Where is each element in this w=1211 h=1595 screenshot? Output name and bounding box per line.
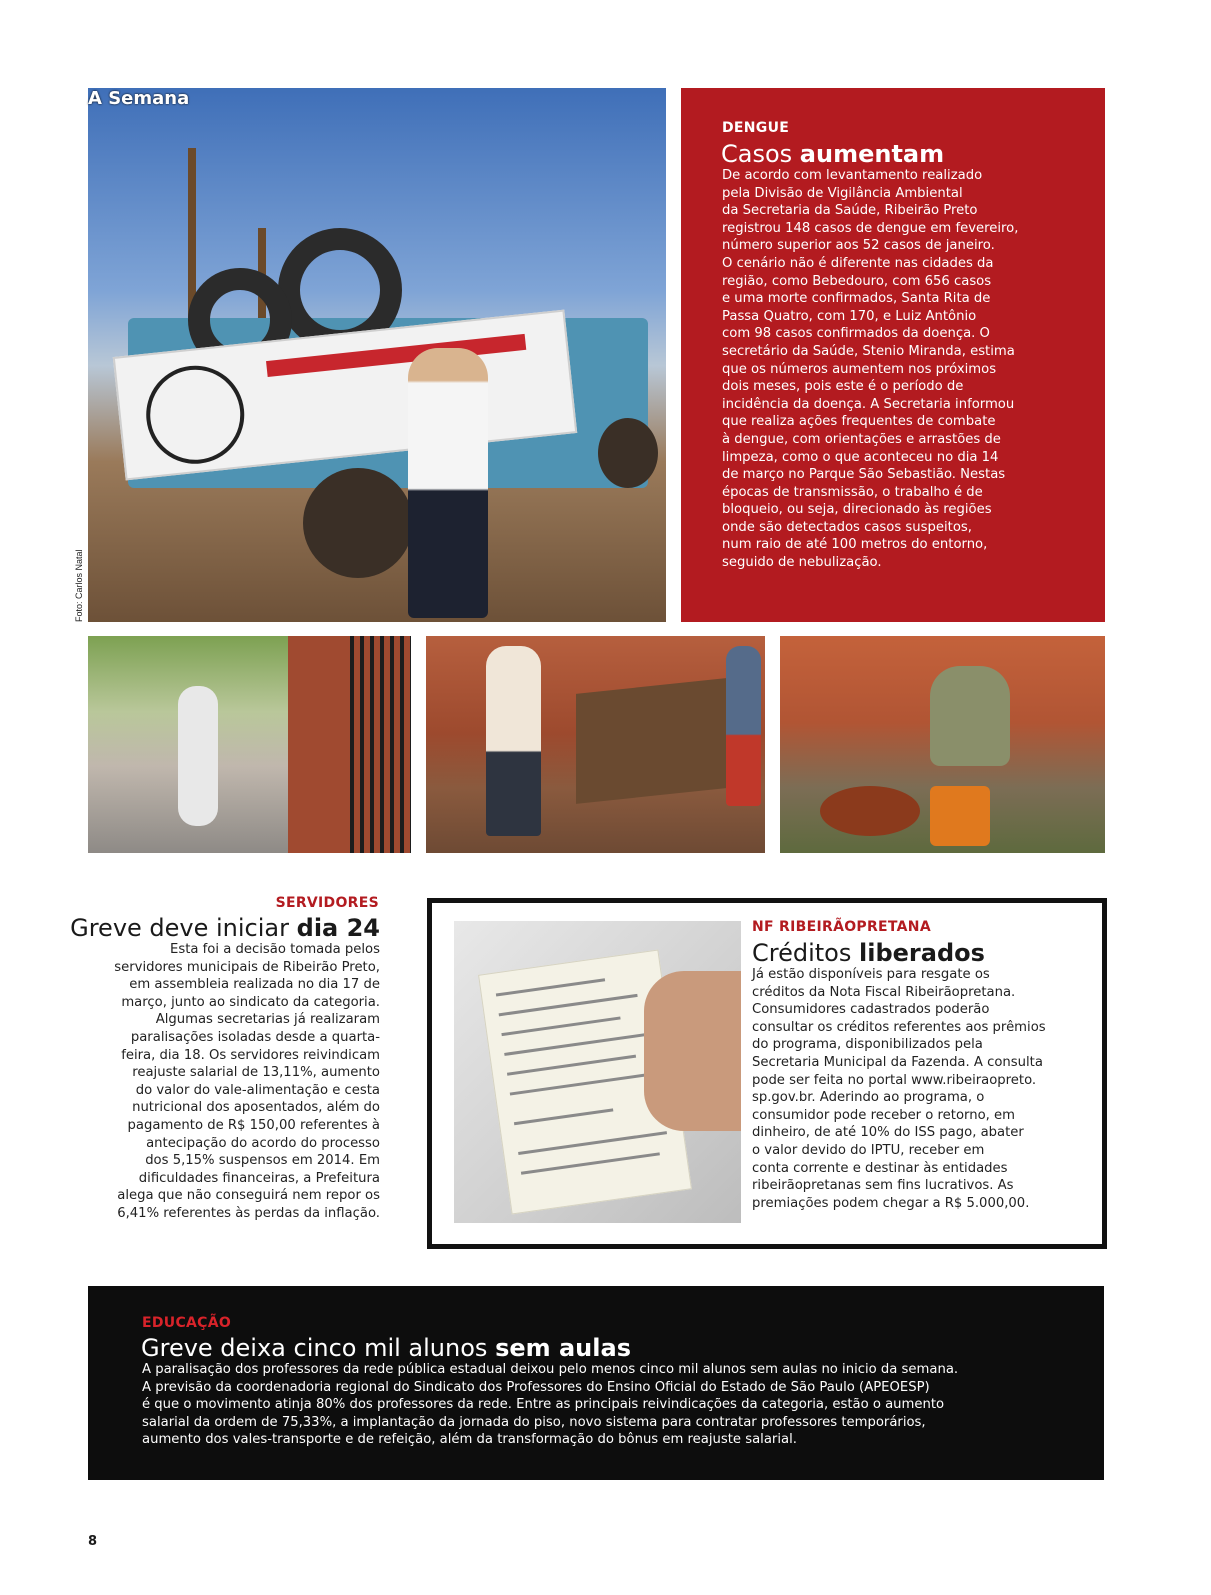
body-line: março, junto ao sindicato da categoria. bbox=[121, 994, 380, 1010]
body-line: dois meses, pois este é o período de bbox=[722, 379, 964, 395]
photo-credit: Foto: Carlos Natal bbox=[74, 549, 84, 622]
body-line: nutricional dos aposentados, além do bbox=[132, 1100, 380, 1116]
hand bbox=[644, 971, 741, 1131]
banner-logo bbox=[141, 361, 249, 469]
nf-headline bbox=[752, 939, 985, 967]
body-line: incidência da doença. A Secretaria informou bbox=[722, 396, 1015, 412]
servidores-headline-light: Greve deve iniciar bbox=[70, 914, 289, 942]
body-line: Consumidores cadastrados poderão bbox=[752, 1002, 990, 1018]
body-line: antecipação do acordo do processo bbox=[146, 1135, 380, 1151]
servidores-body bbox=[60, 941, 380, 1223]
body-line: De acordo com levantamento realizado bbox=[722, 168, 983, 183]
photo-receipt bbox=[454, 921, 741, 1223]
truck-wheel bbox=[598, 418, 658, 488]
body-line: 6,41% referentes às perdas da inflação. bbox=[117, 1205, 380, 1221]
body-line: dos 5,15% suspensos em 2014. Em bbox=[145, 1153, 380, 1169]
body-line: pode ser feita no portal www.ribeiraopreto. bbox=[752, 1072, 1037, 1088]
educacao-article bbox=[88, 1286, 1104, 1480]
body-line: Algumas secretarias já realizaram bbox=[155, 1012, 380, 1028]
main-photo-dengue-truck bbox=[88, 88, 666, 622]
nf-body bbox=[752, 966, 1092, 1212]
body-line: Passa Quatro, com 170, e Luiz Antônio bbox=[722, 308, 977, 324]
body-line: que os números aumentem nos próximos bbox=[722, 361, 997, 377]
body-line: pela Divisão de Vigilância Ambiental bbox=[722, 185, 963, 201]
body-line: onde são detectados casos suspeitos, bbox=[722, 519, 972, 535]
body-line: o valor devido do IPTU, receber em bbox=[752, 1142, 985, 1158]
orange-bucket bbox=[930, 786, 990, 846]
body-line: salarial da ordem de 75,33%, a implantação da jornada do piso, novo sistema para contratar professores temporários, bbox=[142, 1414, 926, 1430]
worker-suit bbox=[178, 686, 218, 826]
body-line: ribeirãopretanas sem fins lucrativos. As bbox=[752, 1178, 1014, 1194]
body-line: conta corrente e destinar às entidades bbox=[752, 1160, 1008, 1176]
servidores-headline-bold: dia 24 bbox=[296, 914, 380, 942]
body-line: servidores municipais de Ribeirão Preto, bbox=[114, 959, 380, 975]
body-line: Secretaria Municipal da Fazenda. A consulta bbox=[752, 1054, 1043, 1070]
body-line: da Secretaria da Saúde, Ribeirão Preto bbox=[722, 203, 978, 219]
worker bbox=[408, 348, 488, 618]
body-line: secretário da Saúde, Stenio Miranda, estima bbox=[722, 343, 1015, 359]
body-line: paralisações isoladas desde a quarta- bbox=[130, 1029, 380, 1045]
dirty-basin bbox=[820, 786, 920, 836]
educacao-body bbox=[142, 1361, 1092, 1449]
body-line: dinheiro, de até 10% do ISS pago, abater bbox=[752, 1125, 1024, 1141]
photo-fumigation-worker bbox=[88, 636, 411, 853]
body-line: do programa, disponibilizados pela bbox=[752, 1037, 983, 1053]
body-line: feira, dia 18. Os servidores reivindicam bbox=[121, 1047, 380, 1063]
educacao-headline-light: Greve deixa cinco mil alunos bbox=[141, 1334, 488, 1362]
dengue-headline bbox=[721, 140, 944, 168]
photo-cleanup-crew bbox=[426, 636, 765, 853]
body-line: em assembleia realizada no dia 17 de bbox=[129, 977, 380, 993]
dengue-body bbox=[722, 167, 1102, 572]
body-line: Esta foi a decisão tomada pelos bbox=[170, 942, 380, 957]
body-line: A paralisação dos professores da rede pública estadual deixou pelo menos cinco mil alunos sem aulas no inicio da semana. bbox=[142, 1362, 959, 1377]
body-line: número superior aos 52 casos de janeiro. bbox=[722, 238, 995, 254]
body-line: e uma morte confirmados, Santa Rita de bbox=[722, 291, 991, 307]
body-line: com 98 casos confirmados da doença. O bbox=[722, 326, 990, 342]
page-number: 8 bbox=[88, 1534, 98, 1549]
inspector bbox=[930, 666, 1010, 766]
dengue-headline-light: Casos bbox=[721, 140, 793, 168]
educacao-headline bbox=[141, 1334, 631, 1362]
servidores-headline bbox=[60, 914, 380, 942]
body-line: dificuldades financeiras, a Prefeitura bbox=[138, 1170, 380, 1186]
dengue-article bbox=[681, 88, 1105, 622]
body-line: consultar os créditos referentes aos prêmios bbox=[752, 1019, 1046, 1035]
body-line: de março no Parque São Sebastião. Nestas bbox=[722, 467, 1006, 483]
body-line: créditos da Nota Fiscal Ribeirãopretana. bbox=[752, 984, 1016, 1000]
photo-inspector-bucket bbox=[780, 636, 1105, 853]
body-line: limpeza, como o que aconteceu no dia 14 bbox=[722, 449, 999, 465]
educacao-headline-bold: sem aulas bbox=[495, 1334, 631, 1362]
body-line: seguido de nebulização. bbox=[722, 555, 882, 571]
body-line: registrou 148 casos de dengue em fevereiro, bbox=[722, 220, 1019, 236]
truck-wheel bbox=[303, 468, 413, 578]
body-line: do valor do vale-alimentação e cesta bbox=[135, 1082, 380, 1098]
man-white-jacket bbox=[486, 646, 541, 836]
body-line: O cenário não é diferente nas cidades da bbox=[722, 255, 994, 271]
educacao-kicker: EDUCAÇÃO bbox=[142, 1315, 232, 1331]
body-line: pagamento de R$ 150,00 referentes à bbox=[127, 1117, 380, 1133]
body-line: consumidor pode receber o retorno, em bbox=[752, 1107, 1015, 1123]
body-line: aumento dos vales-transporte e de refeição, além da transformação do bônus em reajuste salarial. bbox=[142, 1432, 797, 1448]
nf-headline-light: Créditos bbox=[752, 939, 852, 967]
dengue-headline-bold: aumentam bbox=[799, 140, 945, 168]
body-line: épocas de transmissão, o trabalho é de bbox=[722, 484, 983, 500]
body-line: reajuste salarial de 13,11%, aumento bbox=[132, 1065, 380, 1081]
body-line: sp.gov.br. Aderindo ao programa, o bbox=[752, 1090, 985, 1106]
servidores-kicker: SERVIDORES bbox=[275, 895, 379, 911]
body-line: premiações podem chegar a R$ 5.000,00. bbox=[752, 1195, 1030, 1211]
iron-gate bbox=[350, 636, 411, 853]
body-line: Já estão disponíveis para resgate os bbox=[752, 967, 990, 982]
body-line: que realiza ações frequentes de combate bbox=[722, 414, 996, 430]
body-line: região, como Bebedouro, com 656 casos bbox=[722, 273, 992, 289]
body-line: alega que não conseguirá nem repor os bbox=[117, 1188, 380, 1204]
dengue-kicker: DENGUE bbox=[722, 120, 790, 136]
body-line: é que o movimento atinja 80% dos professores da rede. Entre as principais reivindicações da categoria, estão o aumento bbox=[142, 1397, 945, 1413]
body-line: A previsão da coordenadoria regional do Sindicato dos Professores do Ensino Oficial do Estado de São Paulo (APEOESP) bbox=[142, 1379, 930, 1395]
body-line: à dengue, com orientações e arrastões de bbox=[722, 431, 1001, 447]
section-label: A Semana bbox=[88, 88, 190, 109]
nf-headline-bold: liberados bbox=[859, 939, 985, 967]
body-line: bloqueio, ou seja, direcionado às regiões bbox=[722, 502, 992, 518]
wooden-box bbox=[576, 678, 726, 804]
nf-kicker: NF RIBEIRÃOPRETANA bbox=[752, 919, 931, 935]
body-line: num raio de até 100 metros do entorno, bbox=[722, 537, 988, 553]
man-red-shorts bbox=[726, 646, 761, 806]
